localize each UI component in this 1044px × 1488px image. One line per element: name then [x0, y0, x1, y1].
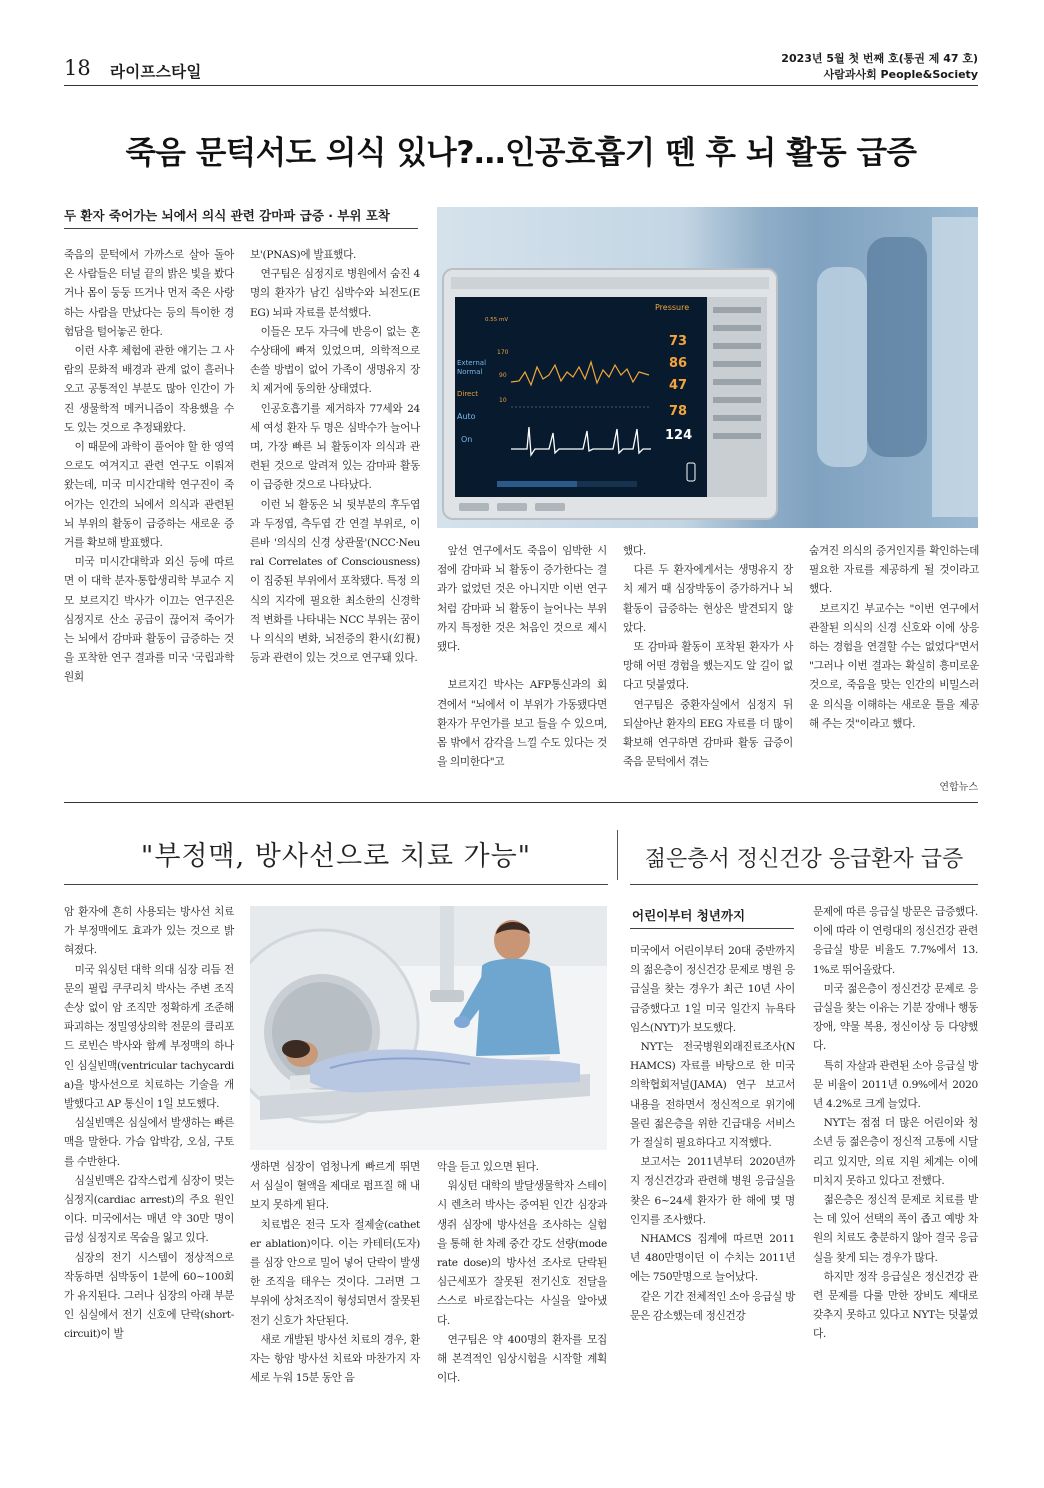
reading-4: 78	[669, 404, 688, 419]
tick-90: 90	[499, 372, 507, 379]
article2-col3	[437, 1158, 607, 1388]
article1-subheadline: 두 환자 죽어가는 뇌에서 의식 관련 감마파 급증 · 부위 포착	[64, 208, 390, 223]
paragraph: 앞선 연구에서도 죽음이 임박한 시점에 감마파 뇌 활동이 증가한다는 결과가 없었던 것은 아니지만 이번 연구처럼 감마파 뇌 활동이 늘어나는 부위까지 특정한 것은 처음인 것으로 제시됐다.	[437, 545, 607, 654]
paragraph: 또 감마파 활동이 포착된 환자가 사망해 어떤 경험을 했는지도 알 길이 없다고 덧붙였다.	[623, 641, 793, 692]
paragraph: 같은 기간 전체적인 소아 응급실 방문은 감소했는데 정신건강	[630, 1290, 795, 1322]
paragraph: 다른 두 환자에게서는 생명유지 장치 제거 때 심장박동이 증가하거나 뇌 활동이 급증하는 현상은 발견되지 않았다.	[623, 564, 793, 634]
article1-col3	[437, 542, 607, 772]
label-normal: Normal	[457, 368, 483, 376]
monitor-illustration	[437, 207, 978, 528]
paragraph: 악을 듣고 있으면 된다.	[437, 1161, 539, 1173]
article1-col1	[64, 246, 234, 688]
paragraph: 보고서는 2011년부터 2020년까지 정신건강과 관련해 병원 응급실을 찾은 6~24세 환자가 한 해에 몇 명인지를 조사했다.	[630, 1156, 795, 1226]
paragraph: 특히 자살과 관련된 소아 응급실 방문 비율이 2011년 0.9%에서 2020년 4.2%로 크게 늘었다.	[813, 1059, 978, 1111]
paragraph: 이런 사후 체험에 관한 얘기는 그 사람의 문화적 배경과 관계 없이 흘러나오고 공통적인 부분도 많아 인간이 가진 생물학적 메커니즘이 작용했을 수도 있는 것으로 추정돼왔다.	[64, 345, 234, 434]
ct-scan-illustration	[250, 906, 607, 1150]
header-rule	[64, 85, 978, 86]
issue-info: 2023년 5월 첫 번째 호(통권 제 47 호)	[781, 52, 978, 65]
paragraph: 심실빈맥은 갑작스럽게 심장이 멎는 심정지(cardiac arrest)의 주요 원인이다. 미국에서는 매년 약 30만 명이 급성 심정지로 목숨을 잃고 있다.	[64, 1174, 234, 1245]
page-number: 18	[64, 56, 91, 80]
article1-credit: 연합뉴스	[939, 782, 978, 793]
paragraph: 보르지긴 부교수는 "이번 연구에서 관찰된 의식의 신경 신호와 이에 상응하는 경험을 연결할 수는 없었다"면서 "그러나 이번 결과는 확실히 흥미로운 것으로, 죽음을 맞는 인간의 비밀스러운 의식을 이해하는 새로운 틀을 제공해 주는 것"이라고 했다.	[809, 602, 979, 730]
column-divider	[617, 830, 618, 880]
reading-2: 86	[669, 356, 688, 371]
article2-col2	[250, 1158, 420, 1388]
tick-170: 170	[497, 349, 509, 356]
paragraph: 젊은층은 정신적 문제로 치료를 받는 데 있어 선택의 폭이 좁고 예방 차원의 치료도 충분하지 않아 결국 응급실을 찾게 되는 경우가 많다.	[813, 1194, 978, 1264]
section-rule	[64, 802, 978, 803]
paragraph: 생하면 심장이 엄청나게 빠르게 뛰면서 심실이 혈액을 제대로 펌프질 해 내보지 못하게 된다.	[250, 1161, 420, 1212]
scale-label: 0.55 mV	[485, 317, 509, 323]
paragraph: 미국 워싱턴 대학 의대 심장 리듬 전문의 필립 쿠쿠리치 박사는 주변 조직 손상 없이 암 조직만 정확하게 조준해 파괴하는 정밀영상의학 전문의 클리포드 로빈슨 박사와 함께 부정맥의 하나인 심실빈맥(ventricular tachycardia)을 방사선으로 치료하는 기술을 개발했다고 AP 통신이 1일 보도했다.	[64, 963, 234, 1111]
article3-sub-rule	[630, 928, 794, 929]
paper-name: 사람과사회 People&Society	[823, 68, 978, 81]
paragraph: 이 때문에 과학이 풀어야 할 한 영역으로도 여겨지고 관련 연구도 이뤄져 왔는데, 미국 미시간대학 연구진이 죽어가는 인간의 뇌에서 의식과 관련된 뇌 부위의 활동이 급증하는 새로운 증거를 확보해 발표했다.	[64, 441, 234, 550]
article1-headline: 죽음 문턱서도 의식 있나?…인공호흡기 뗀 후 뇌 활동 급증	[125, 135, 917, 171]
article2-headline: "부정맥, 방사선으로 치료 가능"	[140, 841, 532, 872]
ct-scan-photo	[250, 906, 607, 1150]
paragraph: 미국에서 어린이부터 20대 중반까지의 젊은층이 정신건강 문제로 병원 응급실을 찾는 경우가 최근 10년 사이 급증했다고 1일 미국 일간지 뉴욕타임스(NYT)가 보도했다.	[630, 945, 795, 1034]
pressure-label: Pressure	[655, 303, 690, 312]
reading-1: 73	[669, 334, 688, 349]
paragraph: NYT는 점점 더 많은 어린이와 청소년 등 젊은층이 정신적 고통에 시달리고 있지만, 의료 지원 체계는 이에 미치지 못하고 있다고 전했다.	[813, 1117, 978, 1187]
label-direct: Direct	[457, 390, 478, 398]
subheadline-rule	[64, 228, 418, 229]
paragraph: 연구팀은 심정지로 병원에서 숨진 4명의 환자가 남긴 심박수와 뇌전도(EEG) 뇌파 자료를 분석했다.	[250, 268, 420, 319]
paragraph: 문제에 따른 응급실 방문은 급증했다. 이에 따라 이 연령대의 정신건강 관련 응급실 방문 비율도 7.7%에서 13.1%로 뛰어올랐다.	[813, 906, 978, 976]
paragraph: 연구팀은 약 400명의 환자를 모집해 본격적인 임상시험을 시작할 계획이다.	[437, 1333, 607, 1385]
paragraph: 인공호흡기를 제거하자 77세와 24세 여성 환자 두 명은 심박수가 늘어나며, 가장 빠른 뇌 활동이자 의식과 관련된 것으로 알려져 있는 감마파 활동이 급증한 것으로 나타났다.	[250, 402, 420, 492]
paragraph: 연구팀은 중환자실에서 심정지 뒤 되살아난 환자의 EEG 자료를 더 많이 확보해 연구하면 감마파 활동 급증이 죽음 문턱에서 겪는	[623, 698, 793, 769]
paragraph: 보'(PNAS)에 발표했다.	[250, 249, 357, 261]
tick-10: 10	[499, 397, 507, 404]
article3-subheadline: 어린이부터 청년까지	[632, 908, 746, 923]
reading-5: 124	[665, 428, 693, 443]
paragraph: 치료법은 전극 도자 절제술(catheter ablation)이다. 이는 카테터(도자)를 심장 안으로 밀어 넣어 단락이 발생한 조직을 태우는 것이다. 그러면 그 부위에 상처조직이 형성되면서 잘못된 전기 신호가 차단된다.	[250, 1218, 420, 1327]
label-external: External	[457, 359, 487, 367]
paragraph: 보르지긴 박사는 AFP통신과의 회견에서 "뇌에서 이 부위가 가동됐다면 환자가 무언가를 보고 들을 수 있으며, 몸 밖에서 감각을 느낄 수도 있다는 것을 의미한다"고	[437, 679, 607, 769]
paragraph: 하지만 정작 응급실은 정신건강 관련 문제를 다룰 만한 장비도 제대로 갖추지 못하고 있다고 NYT는 덧붙였다.	[813, 1270, 978, 1341]
paragraph: 했다.	[623, 545, 646, 557]
paragraph: NYT는 전국병원외래진료조사(NHAMCS) 자료를 바탕으로 한 미국의학협회저널(JAMA) 연구 보고서 내용을 전하면서 정신적으로 위기에 몰린 젊은층을 위한 긴급대응 서비스가 절실히 필요하다고 지적했다.	[630, 1041, 795, 1150]
paragraph: 워싱턴 대학의 발달생물학자 스테이시 렌츠러 박사는 증여된 인간 심장과 생쥐 심장에 방사선을 조사하는 실험을 통해 한 차례 중간 강도 선량(moderate dose)의 방사선 조사로 단락된 심근세포가 잘못된 전기신호 전달을 스스로 바로잡는다는 사실을 알아냈다.	[437, 1180, 607, 1327]
label-auto: Auto	[457, 412, 476, 421]
paragraph: 이들은 모두 자극에 반응이 없는 혼수상태에 빠져 있었으며, 의학적으로 손쓸 방법이 없어 가족이 생명유지 장치 제거에 동의한 상태였다.	[250, 325, 420, 396]
paragraph: 심장의 전기 시스템이 정상적으로 작동하면 심박동이 1분에 60~100회가 유지된다. 그러나 심장의 아래 부분인 심실에서 전기 신호에 단락(short-circuit)이 발	[64, 1251, 234, 1341]
paragraph: 이런 뇌 활동은 뇌 뒷부분의 후두엽과 두정엽, 측두엽 간 연결 부위로, 이른바 '의식의 신경 상관물'(NCC·Neural Correlates of Consciousness)이 집중된 부위에서 포착됐다. 특정 의식의 지각에 필요한 최소한의 신경학적 변화를 나타내는 NCC 부위는 꿈이나 의식의 변화, 뇌전증의 환시(幻視) 등과 관련이 있는 것으로 연구돼 있다.	[250, 498, 420, 665]
article3-col1	[630, 942, 795, 1326]
article1-col2	[250, 246, 420, 668]
paragraph: 미국 젊은층이 정신건강 문제로 응급실을 찾는 이유는 기분 장애나 행동 장애, 약물 복용, 정신이상 등 다양했다.	[813, 982, 978, 1053]
article1-col4	[623, 542, 793, 772]
label-on: On	[461, 435, 473, 444]
paragraph: 심실빈맥은 심실에서 발생하는 빠른 맥을 말한다. 가슴 압박감, 오심, 구토를 수반한다.	[64, 1117, 234, 1168]
paragraph: NHAMCS 집계에 따르면 2011년 480만명이던 이 수치는 2011년에는 750만명으로 늘어났다.	[630, 1233, 795, 1284]
article1-col5	[809, 542, 979, 734]
section-name: 라이프스타일	[110, 63, 202, 81]
paragraph: 숨겨진 의식의 증거인지를 확인하는데 필요한 자료를 제공하게 될 것이라고 했다.	[809, 545, 979, 596]
paragraph: 죽음의 문턱에서 가까스로 살아 돌아온 사람들은 터널 끝의 밝은 빛을 봤다거나 몸이 둥둥 뜨거나 먼저 죽은 사랑하는 사람을 만났다는 등의 특이한 경험담을 털어놓곤 한다.	[64, 249, 234, 338]
monitor-photo	[437, 207, 978, 528]
reading-3: 47	[669, 378, 688, 393]
paragraph: 미국 미시간대학과 외신 등에 따르면 이 대학 분자·통합생리학 부교수 지모 보르지긴 박사가 이끄는 연구진은 심정지로 산소 공급이 끊어져 죽어가는 뇌에서 감마파 활동이 급증하는 것을 포착한 연구 결과를 미국 '국립과학원회	[64, 556, 234, 684]
article3-headline: 젊은층서 정신건강 응급환자 급증	[644, 847, 964, 872]
article2-rule	[64, 884, 608, 885]
paragraph: 암 환자에 흔히 사용되는 방사선 치료가 부정맥에도 효과가 있는 것으로 밝혀졌다.	[64, 906, 234, 957]
article3-rule	[630, 884, 978, 885]
article3-col2	[813, 903, 978, 1345]
article2-col1	[64, 903, 234, 1345]
paragraph: 새로 개발된 방사선 치료의 경우, 환자는 항암 방사선 치료와 마찬가지 자세로 누워 15분 동안 음	[250, 1333, 420, 1385]
